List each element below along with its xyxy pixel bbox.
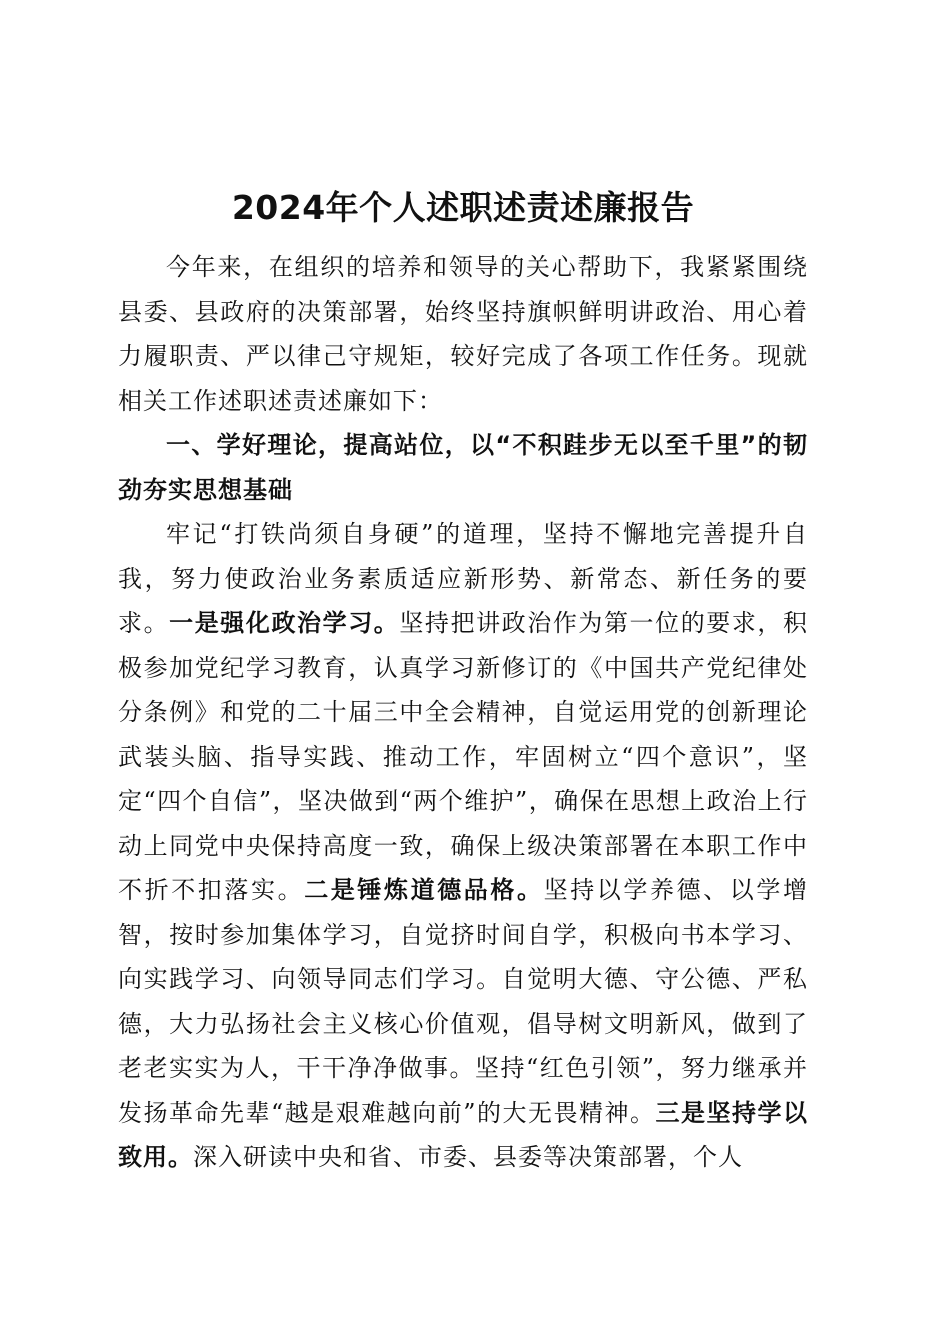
point-3-text: 深入研读中央和省、市委、县委等决策部署，个人	[193, 1143, 743, 1171]
point-1-lead: 一是强化政治学习。	[169, 609, 400, 637]
document-page	[118, 185, 808, 1180]
section-1-body	[118, 512, 808, 1180]
point-2-text: 坚持以学养德、以学增智，按时参加集体学习，自觉挤时间自学，积极向书本学习、向实践学习、向领导同志们学习。自觉明大德、守公德、严私德，大力弘扬社会主义核心价值观，倡导树文明新风，做到了老老实实为人，干干净净做事。坚持“红色引领”，努力继承并发扬革命先辈“越是艰难越向前”的大无畏精神。	[118, 876, 809, 1127]
section-1-opening: 牢记“打铁尚须自身硬”的道理，坚持不懈地完善提升自我，努力使政治业务素质适应新形势、新常态、新任务的要求。	[118, 520, 808, 637]
point-1-text: 坚持把讲政治作为第一位的要求，积极参加党纪学习教育，认真学习新修订的《中国共产党纪律处分条例》和党的二十届三中全会精神，自觉运用党的创新理论武装头脑、指导实践、推动工作，牢固树立“四个意识”，坚定“四个自信”，坚决做到“两个维护”，确保在思想上政治上行动上同党中央保持高度一致，确保上级决策部署在本职工作中不折不扣落实。	[118, 609, 809, 904]
section-1-heading: 一、学好理论，提高站位，以“不积跬步无以至千里”的韧劲夯实思想基础	[118, 431, 808, 504]
point-3-lead: 三是坚持学以致用。	[118, 1098, 808, 1171]
point-2-lead: 二是锤炼道德品格。	[304, 876, 544, 904]
intro-paragraph: 今年来，在组织的培养和领导的关心帮助下，我紧紧围绕县委、县政府的决策部署，始终坚持旗帜鲜明讲政治、用心着力履职责、严以律己守规矩，较好完成了各项工作任务。现就相关工作述职述责述廉如下：	[118, 253, 808, 415]
document-title: 2024年个人述职述责述廉报告	[231, 188, 695, 227]
